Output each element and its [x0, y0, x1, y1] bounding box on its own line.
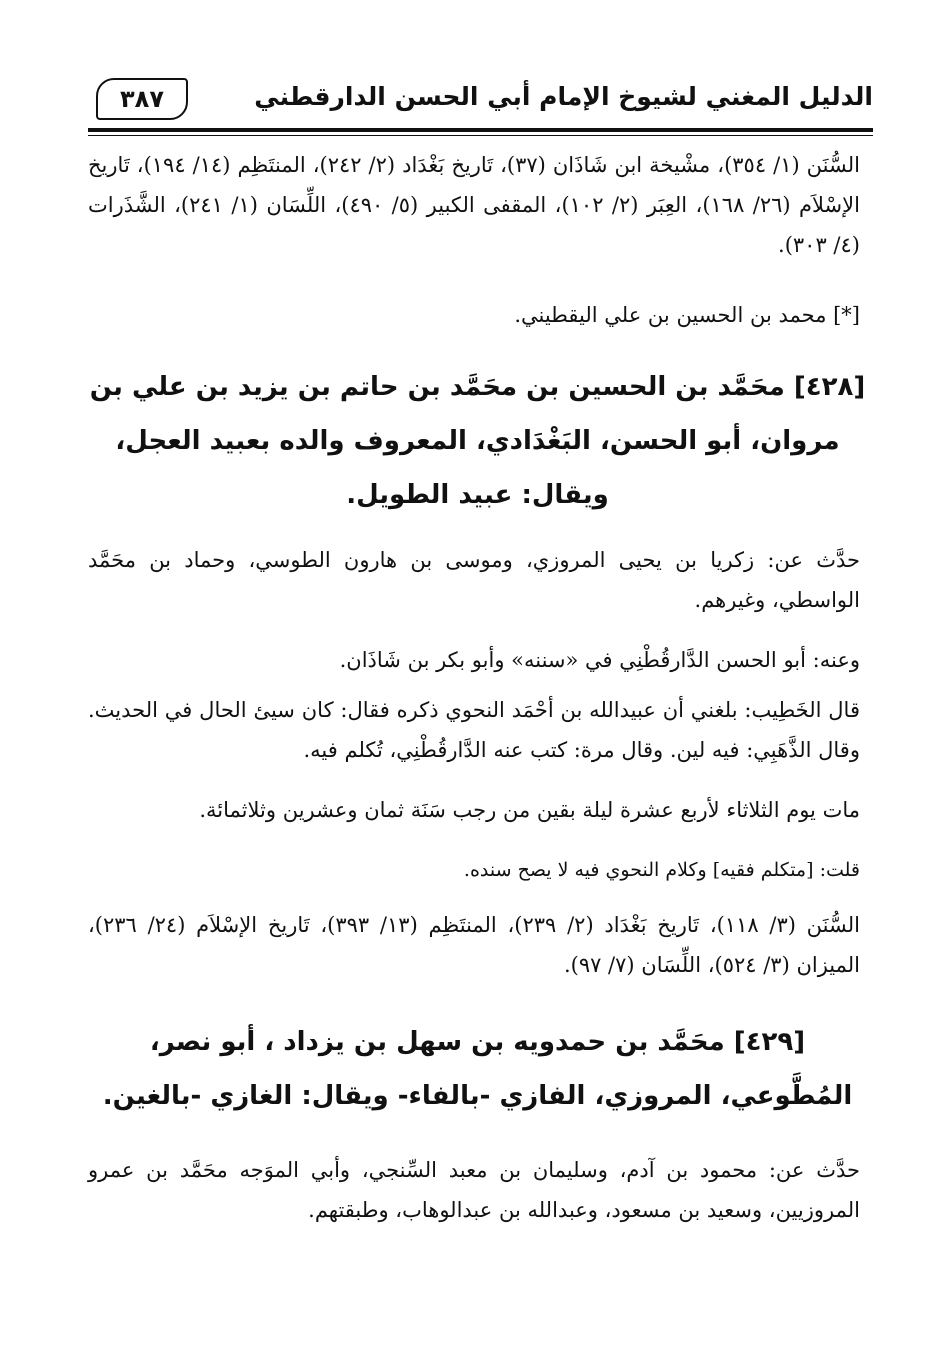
- entry-429-narrated-from-text: حدَّث عن: محمود بن آدم، وسليمان بن معبد السِّنجي، وأبي الموَجه محَمَّد بن عمرو المروزيين، وسعيد بن مسعود، وعبدالله بن عبدالوهاب، وطبقتهم.: [88, 1158, 860, 1222]
- header-rule-thick: [88, 128, 873, 132]
- entry-428-narrated-from-text: حدَّث عن: زكريا بن يحيى المروزي، وموسى بن هارون الطوسي، وحماد بن محَمَّد الواسطي، وغيرهم.: [88, 548, 860, 612]
- entry-428-title: [٤٢٨] محَمَّد بن الحسين بن محَمَّد بن حاتم بن يزيد بن علي بن مروان، أبو الحسن، البَغْدَادي، المعروف والده بعبيد العجل، ويقال: عبيد الطويل.: [89, 372, 866, 510]
- entry-428-opinions-text: قال الخَطِيب: بلغني أن عبيدالله بن أحْمَد النحوي ذكره فقال: كان سيئ الحال في الحديث. وقال الذَّهَبِي: فيه لين. وقال مرة: كتب عنه الدَّارقُطْنِي، تُكلم فيه.: [88, 698, 860, 762]
- entry-428-narrators: [88, 640, 860, 680]
- entry-428-death: [88, 790, 860, 830]
- entry-428-references-text: السُّنَن (٣/ ١١٨)، تَاريخ بَغْدَاد (٢/ ٢٣٩)، المنتَظِم (١٣/ ٣٩٣)، تَاريخ الإسْلاَم (٢٤/ ٢٣٦)، الميزان (٣/ ٥٢٤)، اللِّسَان (٧/ ٩٧).: [88, 913, 860, 977]
- entry-428-death-text: مات يوم الثلاثاء لأربع عشرة ليلة بقين من رجب سَنَة ثمان وعشرين وثلاثمائة.: [199, 798, 860, 822]
- entry-428-narrators-text: وعنه: أبو الحسن الدَّارقُطْنِي في «سننه» وأبو بكر بن شَاذَان.: [339, 648, 860, 672]
- page-header: [88, 70, 873, 126]
- entry-428-verdict-text: قلت: [متكلم فقيه] وكلام النحوي فيه لا يصح سنده.: [463, 859, 860, 881]
- page-number: ٣٨٧: [96, 78, 188, 120]
- header-rule-thin: [88, 135, 873, 136]
- entry-429-narrated-from: [88, 1150, 860, 1230]
- entry-429-title: [٤٢٩] محَمَّد بن حمدويه بن سهل بن يزداد ، أبو نصر، المُطَّوعي، المروزي، الفازي -بالفاء- ويقال: الغازي -بالغين.: [102, 1027, 853, 1111]
- previous-entry-references: السُّنَن (١/ ٣٥٤)، مشْيخة ابن شَاذَان (٣٧)، تَاريخ بَغْدَاد (٢/ ٢٤٢)، المنتَظِم (١٤/ ١٩٤)، تَاريخ الإسْلاَم (٢٦/ ١٦٨)، العِبَر (٢/ ١٠٢)، المقفى الكبير (٥/ ٤٩٠)، اللِّسَان (١/ ٢٤١)، الشَّذَرات (٤/ ٣٠٣).: [88, 153, 860, 257]
- running-title: الدليل المغني لشيوخ الإمام أبي الحسن الدارقطني: [254, 82, 873, 111]
- entry-428-verdict: [88, 850, 860, 890]
- entry-428-opinions: [88, 690, 860, 770]
- entry-428-references: [88, 905, 860, 985]
- entry-428-narrated-from: [88, 540, 860, 620]
- sub-entry-note: [*] محمد بن الحسين بن علي اليقطيني.: [514, 303, 860, 327]
